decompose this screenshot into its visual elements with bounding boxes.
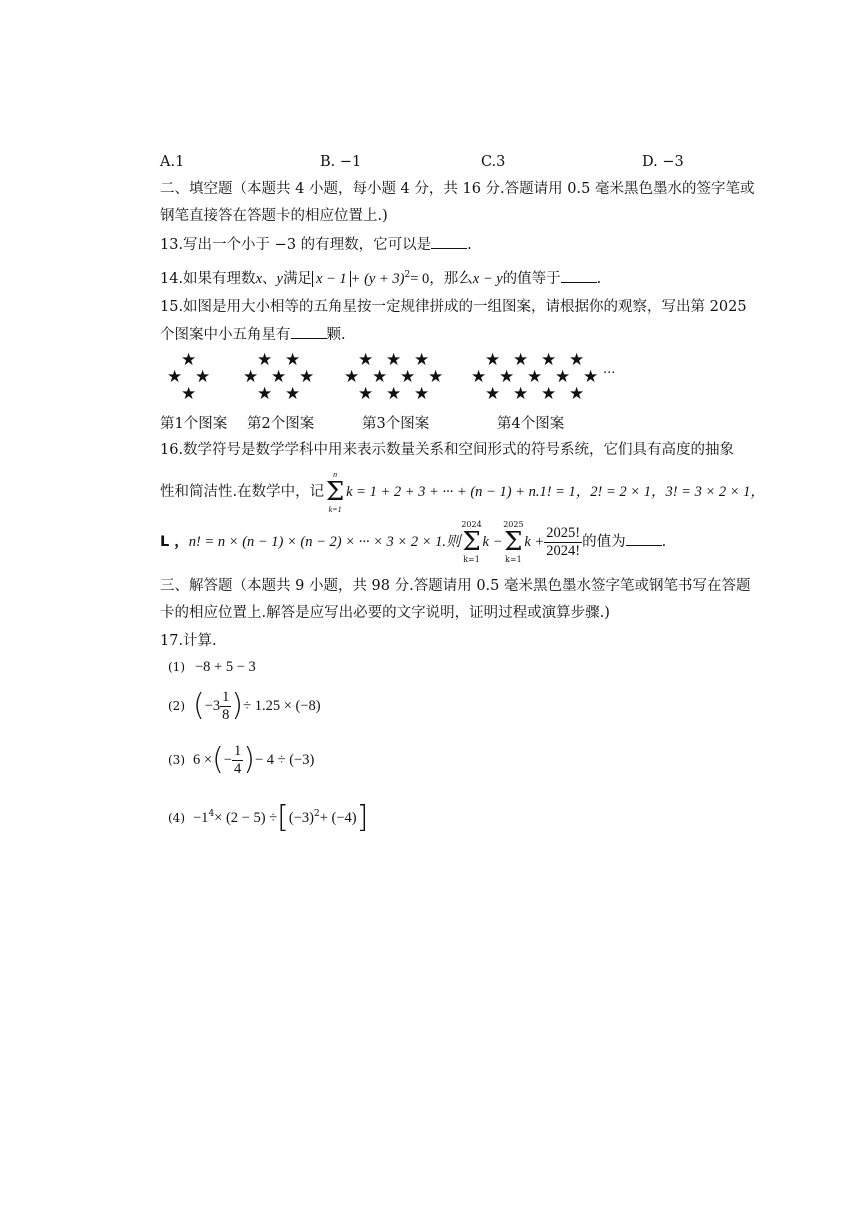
q17-p4-label: (4): [168, 810, 185, 825]
q17-p1-label: (1): [168, 660, 185, 674]
p2-denominator: 8: [222, 706, 230, 723]
caption-pattern-3: 第3个图案: [362, 416, 430, 432]
q16-line2: [160, 470, 765, 514]
q14-end: .: [596, 270, 602, 287]
summation-n: [324, 470, 346, 514]
q14-exponent: 2: [404, 270, 411, 280]
q16-line3-post: 的值为: [582, 534, 626, 550]
summation-2025: [502, 520, 524, 564]
q14-mid: 满足: [282, 270, 312, 287]
p3-denominator: 4: [233, 760, 242, 777]
star-icon: ★: [167, 367, 183, 387]
q17-p4-a: −1: [193, 809, 209, 826]
star-icon: ★: [527, 367, 543, 387]
star-icon: ★: [386, 384, 402, 404]
fraction-numerator: 2025!: [546, 524, 581, 541]
star-icon: ★: [414, 384, 430, 404]
q17-part1: [168, 657, 256, 677]
star-icon: ★: [257, 350, 273, 370]
sum1-lower: k=1: [463, 555, 480, 564]
q16-fraction: [544, 525, 582, 560]
q13-text: 13.写出一个小于 −3 的有理数，它可以是: [160, 237, 432, 253]
sum2-lower: k=1: [505, 555, 522, 564]
sigma-symbol-1: Σ: [462, 527, 481, 557]
q17-p4-d: + (−4): [319, 809, 357, 826]
star-icon: ★: [195, 367, 211, 387]
caption-pattern-4: 第4个图案: [497, 416, 565, 432]
star-icon: ★: [257, 384, 273, 404]
star-pattern-figure: [0, 0, 868, 420]
q16-k1: k −: [482, 534, 503, 550]
star-icon: ★: [372, 367, 388, 387]
star-icon: ★: [485, 384, 501, 404]
star-icon: ★: [181, 350, 197, 370]
star-icon: ★: [569, 384, 585, 404]
star-icon: ★: [569, 350, 585, 370]
sum2-upper: 2025: [503, 520, 524, 529]
star-icon: ★: [541, 350, 557, 370]
sigma-symbol-2: Σ: [504, 527, 523, 557]
q17-p4-c: (−3): [288, 809, 314, 826]
sum1-upper: 2024: [461, 520, 482, 529]
q17-part3: [168, 740, 314, 780]
q15-line2-pre: 个图案中小五角星有: [160, 327, 291, 343]
star-icon: ★: [285, 350, 301, 370]
fraction-denominator: 2024!: [546, 542, 581, 559]
q14-xy: x − y: [472, 270, 503, 287]
q16-line2-pre: 性和简洁性.在数学中，记: [160, 484, 325, 500]
summation-2024: [461, 520, 483, 564]
q16-end: .: [661, 534, 667, 550]
star-ellipsis: ···: [603, 366, 616, 381]
star-icon: ★: [513, 384, 529, 404]
star-icon: ★: [344, 367, 360, 387]
star-icon: ★: [583, 367, 599, 387]
q15-line1: 15.如图是用大小相等的五角星按一定规律拼成的一组图案，请根据你的观察，写出第 2025: [160, 299, 747, 315]
q14-pre: 14.如果有理数: [160, 270, 256, 287]
q14-eq: = 0: [410, 270, 430, 287]
choice-c: C.3: [481, 154, 506, 170]
choice-b: B. −1: [320, 154, 362, 170]
left-paren-2: (: [193, 688, 205, 723]
star-icon: ★: [358, 350, 374, 370]
star-icon: ★: [386, 350, 402, 370]
left-bracket-4: [: [277, 799, 289, 835]
q14-sep: 、: [262, 270, 277, 287]
right-paren-2: ): [231, 688, 244, 723]
star-icon: ★: [271, 367, 287, 387]
q16-answer-blank[interactable]: [626, 531, 662, 546]
caption-pattern-2: 第2个图案: [247, 416, 315, 432]
q17-p4-b: × (2 − 5) ÷: [214, 809, 278, 826]
q14-square-expr: + (y + 3): [350, 270, 405, 287]
q16-line3: [160, 520, 666, 564]
q17-p2-pre: −3: [204, 698, 221, 714]
q14-var-x: x: [255, 270, 262, 287]
star-icon: ★: [428, 367, 444, 387]
q16-line1: 16.数学符号是数学学科中用来表示数量关系和空间形式的符号系统，它们具有高度的抽象: [160, 442, 735, 458]
q17-title: 17.计算.: [160, 633, 217, 649]
right-bracket-4: ]: [356, 799, 369, 835]
choice-d: D. −3: [642, 154, 684, 170]
q15-line2-post: 颗.: [326, 327, 346, 343]
choice-a: A.1: [160, 154, 185, 170]
q14-var-y: y: [276, 270, 283, 287]
q17-p4-exp2: 2: [313, 809, 320, 819]
q17-part4: [168, 794, 368, 838]
star-icon: ★: [499, 367, 515, 387]
left-paren-3: (: [212, 742, 224, 777]
q17-p3-fraction: [232, 743, 243, 778]
star-icon: ★: [485, 350, 501, 370]
q17-p3-post: − 4 ÷ (−3): [254, 752, 315, 768]
p3-numerator: 1: [233, 742, 242, 759]
star-icon: ★: [299, 367, 315, 387]
q17-p3-pre: 6 ×: [193, 752, 213, 768]
star-icon: ★: [243, 367, 259, 387]
sum-lower: k=1: [328, 505, 342, 514]
star-icon: ★: [358, 384, 374, 404]
sum-upper: n: [333, 470, 338, 479]
q14-post2: 的值等于: [502, 270, 561, 287]
p2-numerator: 1: [222, 688, 230, 705]
q17-p4-exp1: 4: [208, 809, 215, 819]
section2-header-line1: 二、填空题（本题共 4 小题，每小题 4 分，共 16 分.答题请用 0.5 毫米黑色墨水的签字笔或: [160, 181, 755, 197]
star-icon: ★: [181, 384, 197, 404]
right-paren-3: ): [243, 742, 255, 777]
star-icon: ★: [285, 384, 301, 404]
q17-p2-label: (2): [168, 699, 185, 713]
sigma-symbol: Σ: [325, 477, 345, 507]
q16-line3-pre: L ，: [160, 534, 189, 550]
q13-end: .: [467, 237, 472, 253]
q17-p3-minus: −: [223, 752, 232, 768]
star-icon: ★: [513, 350, 529, 370]
star-icon: ★: [555, 367, 571, 387]
section3-header-line2: 卡的相应位置上.解答是应写出必要的文字说明，证明过程或演算步骤.): [160, 605, 610, 621]
q17-p3-label: (3): [168, 753, 185, 767]
q17-part2: [168, 686, 321, 726]
q16-factorial-def: n! = n × (n − 1) × (n − 2) × ··· × 3 × 2 × 1.则: [188, 534, 461, 550]
q17-p2-post: ÷ 1.25 × (−8): [243, 698, 321, 714]
q17-p1-expr: −8 + 5 − 3: [195, 659, 256, 675]
q16-k2: k +: [524, 534, 545, 550]
q16-line2-expr: k = 1 + 2 + 3 + ··· + (n − 1) + n.1! = 1，2! = 2 × 1，3! = 3 × 2 × 1，: [346, 484, 765, 500]
caption-pattern-1: 第1个图案: [160, 416, 228, 432]
star-icon: ★: [414, 350, 430, 370]
star-icon: ★: [400, 367, 416, 387]
section2-header-line2: 钢笔直接答在答题卡的相应位置上.): [160, 208, 388, 224]
star-icon: ★: [541, 384, 557, 404]
section3-header-line1: 三、解答题（本题共 9 小题，共 98 分.答题请用 0.5 毫米黑色墨水签字笔或钢笔书写在答题: [160, 578, 751, 594]
q14-abs-expr: x − 1: [315, 270, 347, 287]
q17-p2-fraction: [220, 689, 231, 724]
star-icon: ★: [471, 367, 487, 387]
q14-post: ，那么: [429, 270, 473, 287]
